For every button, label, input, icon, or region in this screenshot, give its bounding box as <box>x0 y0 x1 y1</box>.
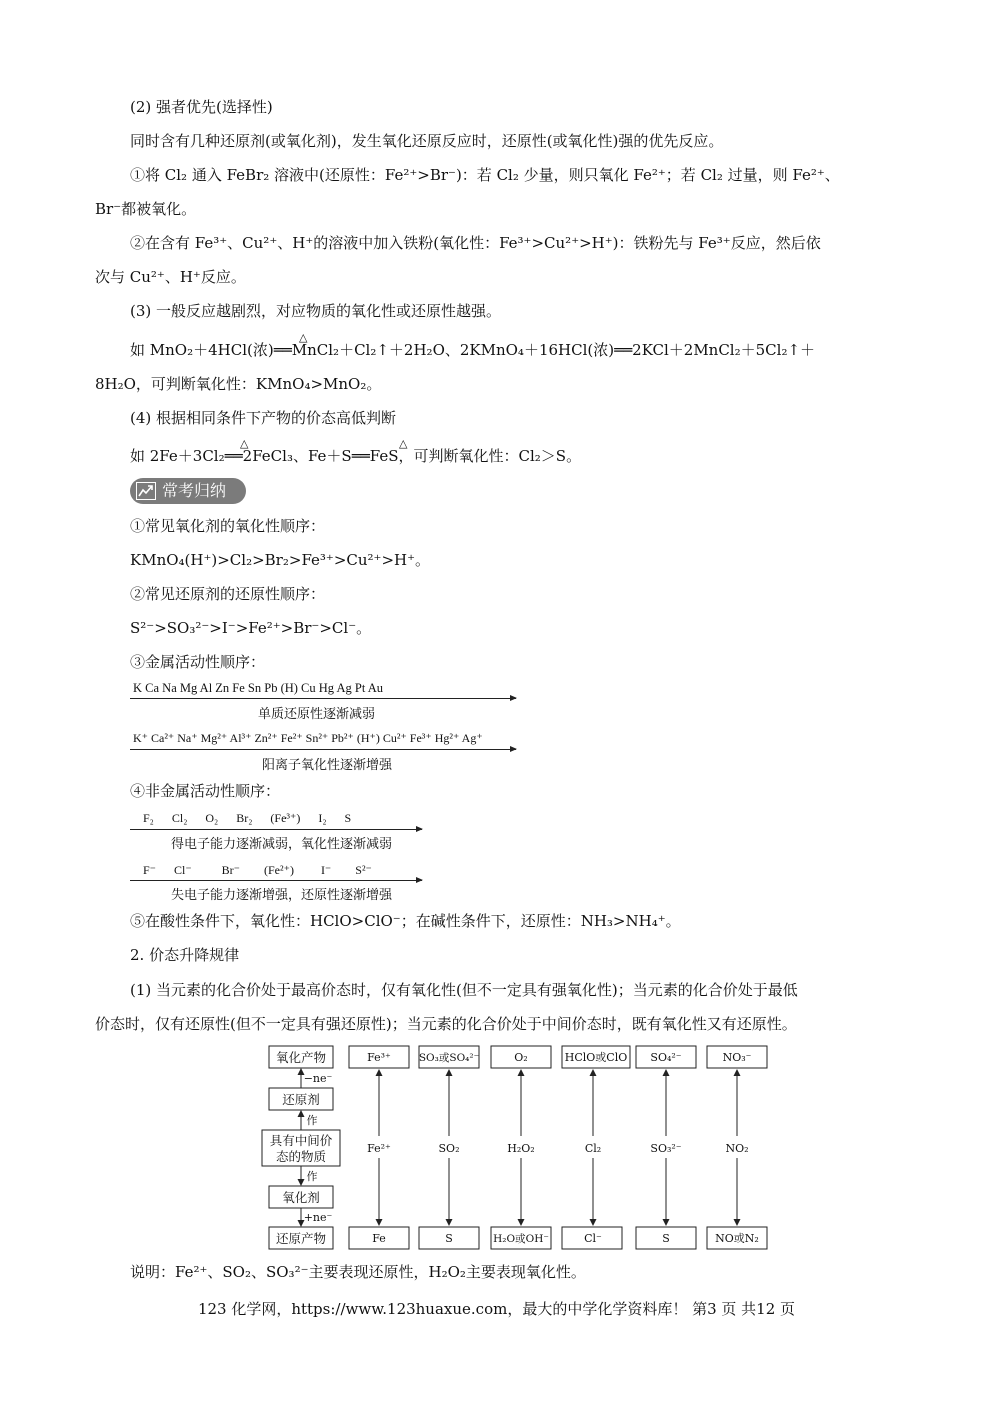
ions-arrow <box>130 749 516 750</box>
line-11: 如 2Fe＋3Cl₂══2FeCl₃、Fe＋S══FeS，可判断氧化性：Cl₂＞S。 <box>130 447 582 465</box>
metals-arrow <box>130 698 516 699</box>
line-16: ③金属活动性顺序： <box>130 653 266 671</box>
line-15: S²⁻>SO₃²⁻>I⁻>Fe²⁺>Br⁻>Cl⁻。 <box>130 619 372 637</box>
diagram-mid-4: SO₃²⁻ <box>650 1142 682 1155</box>
line-21: 价态时，仅有还原性(但不一定具有强还原性)；当元素的化合价处于中间价态时，既有氧化性又有还原性。 <box>95 1015 797 1033</box>
anions-series: F⁻ Cl⁻ Br⁻ (Fe²⁺) I⁻ S²⁻ <box>143 863 372 877</box>
summary-badge <box>130 478 246 504</box>
diagram-top-3: HClO或ClO <box>564 1051 628 1064</box>
line-1: (2) 强者优先(选择性) <box>130 98 273 116</box>
diagram-mid-5: NO₂ <box>725 1142 749 1155</box>
diagram-left-0: 氧化产物 <box>275 1050 327 1065</box>
nonmetals-arrow <box>130 829 422 830</box>
line-5: ②在含有 Fe³⁺、Cu²⁺、H⁺的溶液中加入铁粉(氧化性：Fe³⁺>Cu²⁺>H⁺)：铁粉先与 Fe³⁺反应，然后依 <box>130 234 821 252</box>
diagram-left-5: 态的物质 <box>275 1149 327 1164</box>
diagram-bot-3: Cl⁻ <box>584 1232 602 1245</box>
line-18: ⑤在酸性条件下，氧化性：HClO>ClO⁻；在碱性条件下，还原性：NH₃>NH₄⁺。 <box>130 912 681 930</box>
diagram-top-4: SO₄²⁻ <box>650 1051 682 1064</box>
line-4: Br⁻都被氧化。 <box>95 200 197 218</box>
diagram-top-2: O₂ <box>514 1051 528 1064</box>
line-7: (3) 一般反应越剧烈，对应物质的氧化性或还原性越强。 <box>130 302 502 320</box>
diagram-left-8: +ne⁻ <box>303 1211 333 1224</box>
line-6: 次与 Cu²⁺、H⁺反应。 <box>95 268 246 286</box>
metals-caption: 单质还原性逐渐减弱 <box>258 707 376 722</box>
diagram-mid-2: H₂O₂ <box>507 1142 535 1155</box>
line-12: ①常见氧化剂的氧化性顺序： <box>130 517 326 535</box>
nonmetals-series: F₂ Cl₂ O₂ Br₂ (Fe³⁺) I₂ S <box>143 811 352 825</box>
anions-arrow <box>130 880 422 881</box>
line-13: KMnO₄(H⁺)>Cl₂>Br₂>Fe³⁺>Cu²⁺>H⁺。 <box>130 551 431 569</box>
diagram-mid-0: Fe²⁺ <box>367 1142 391 1155</box>
ions-caption: 阳离子氧化性逐渐增强 <box>262 758 393 773</box>
ions-series: K⁺ Ca²⁺ Na⁺ Mg²⁺ Al³⁺ Zn²⁺ Fe²⁺ Sn²⁺ Pb²⁺ (H⁺) Cu²⁺ Fe³⁺ Hg²⁺ Ag⁺ <box>133 731 483 745</box>
diagram-mid-3: Cl₂ <box>584 1142 602 1155</box>
diagram-bot-2: H₂O或OH⁻ <box>493 1233 549 1245</box>
diagram-top-5: NO₃⁻ <box>722 1051 752 1064</box>
diagram-left-9: 还原产物 <box>275 1231 327 1246</box>
line-10: (4) 根据相同条件下产物的价态高低判断 <box>130 409 397 427</box>
valence-diagram <box>260 1040 772 1255</box>
line-19: 2. 价态升降规律 <box>130 946 240 964</box>
line-14: ②常见还原剂的还原性顺序： <box>130 585 326 603</box>
diagram-top-1: SO₃或SO₄²⁻ <box>418 1052 480 1064</box>
diagram-left-7: 氧化剂 <box>282 1190 320 1205</box>
badge-label: 常考归纳 <box>162 481 227 500</box>
line-2: 同时含有几种还原剂(或氧化剂)，发生氧化还原反应时，还原性(或氧化性)强的优先反应。 <box>130 132 724 150</box>
trend-chart-icon <box>136 482 156 500</box>
diagram-bot-5: NO或N₂ <box>715 1232 759 1245</box>
line-20: (1) 当元素的化合价处于最高价态时，仅有氧化性(但不一定具有强氧化性)；当元素的化合价处于最低 <box>130 981 798 999</box>
line-9: 8H₂O，可判断氧化性：KMnO₄>MnO₂。 <box>95 375 382 393</box>
diagram-left-2: 还原剂 <box>282 1092 320 1107</box>
diagram-left-1: −ne⁻ <box>303 1072 333 1085</box>
line-11-delta-a: △ <box>240 437 249 450</box>
diagram-bot-1: S <box>445 1232 453 1245</box>
line-11-delta-b: △ <box>399 437 408 450</box>
line-8-delta: △ <box>299 331 308 344</box>
anions-caption: 失电子能力逐渐增强，还原性逐渐增强 <box>171 888 393 903</box>
diagram-mid-1: SO₂ <box>438 1142 460 1155</box>
page-footer: 123 化学网，https://www.123huaxue.com，最大的中学化学资料库！ 第3 页 共12 页 <box>197 1300 796 1318</box>
line-3: ①将 Cl₂ 通入 FeBr₂ 溶液中(还原性：Fe²⁺>Br⁻)：若 Cl₂ 少量，则只氧化 Fe²⁺；若 Cl₂ 过量，则 Fe²⁺、 <box>130 166 840 184</box>
diagram-bot-0: Fe <box>372 1232 386 1245</box>
line-22: 说明：Fe²⁺、SO₂、SO₃²⁻主要表现还原性，H₂O₂主要表现氧化性。 <box>130 1263 586 1281</box>
nonmetals-caption: 得电子能力逐渐减弱，氧化性逐渐减弱 <box>171 837 393 852</box>
diagram-top-0: Fe³⁺ <box>367 1051 391 1064</box>
line-17: ④非金属活动性顺序： <box>130 782 281 800</box>
line-8: 如 MnO₂＋4HCl(浓)══MnCl₂＋Cl₂↑＋2H₂O、2KMnO₄＋16HCl(浓)══2KCl＋2MnCl₂＋5Cl₂↑＋ <box>130 341 816 359</box>
diagram-bot-4: S <box>662 1232 670 1245</box>
metals-series: K Ca Na Mg Al Zn Fe Sn Pb (H) Cu Hg Ag Pt Au <box>133 681 384 695</box>
diagram-left-4: 具有中间价 <box>269 1133 333 1148</box>
diagram-left-6: 作 <box>306 1170 318 1183</box>
diagram-left-3: 作 <box>306 1114 318 1127</box>
